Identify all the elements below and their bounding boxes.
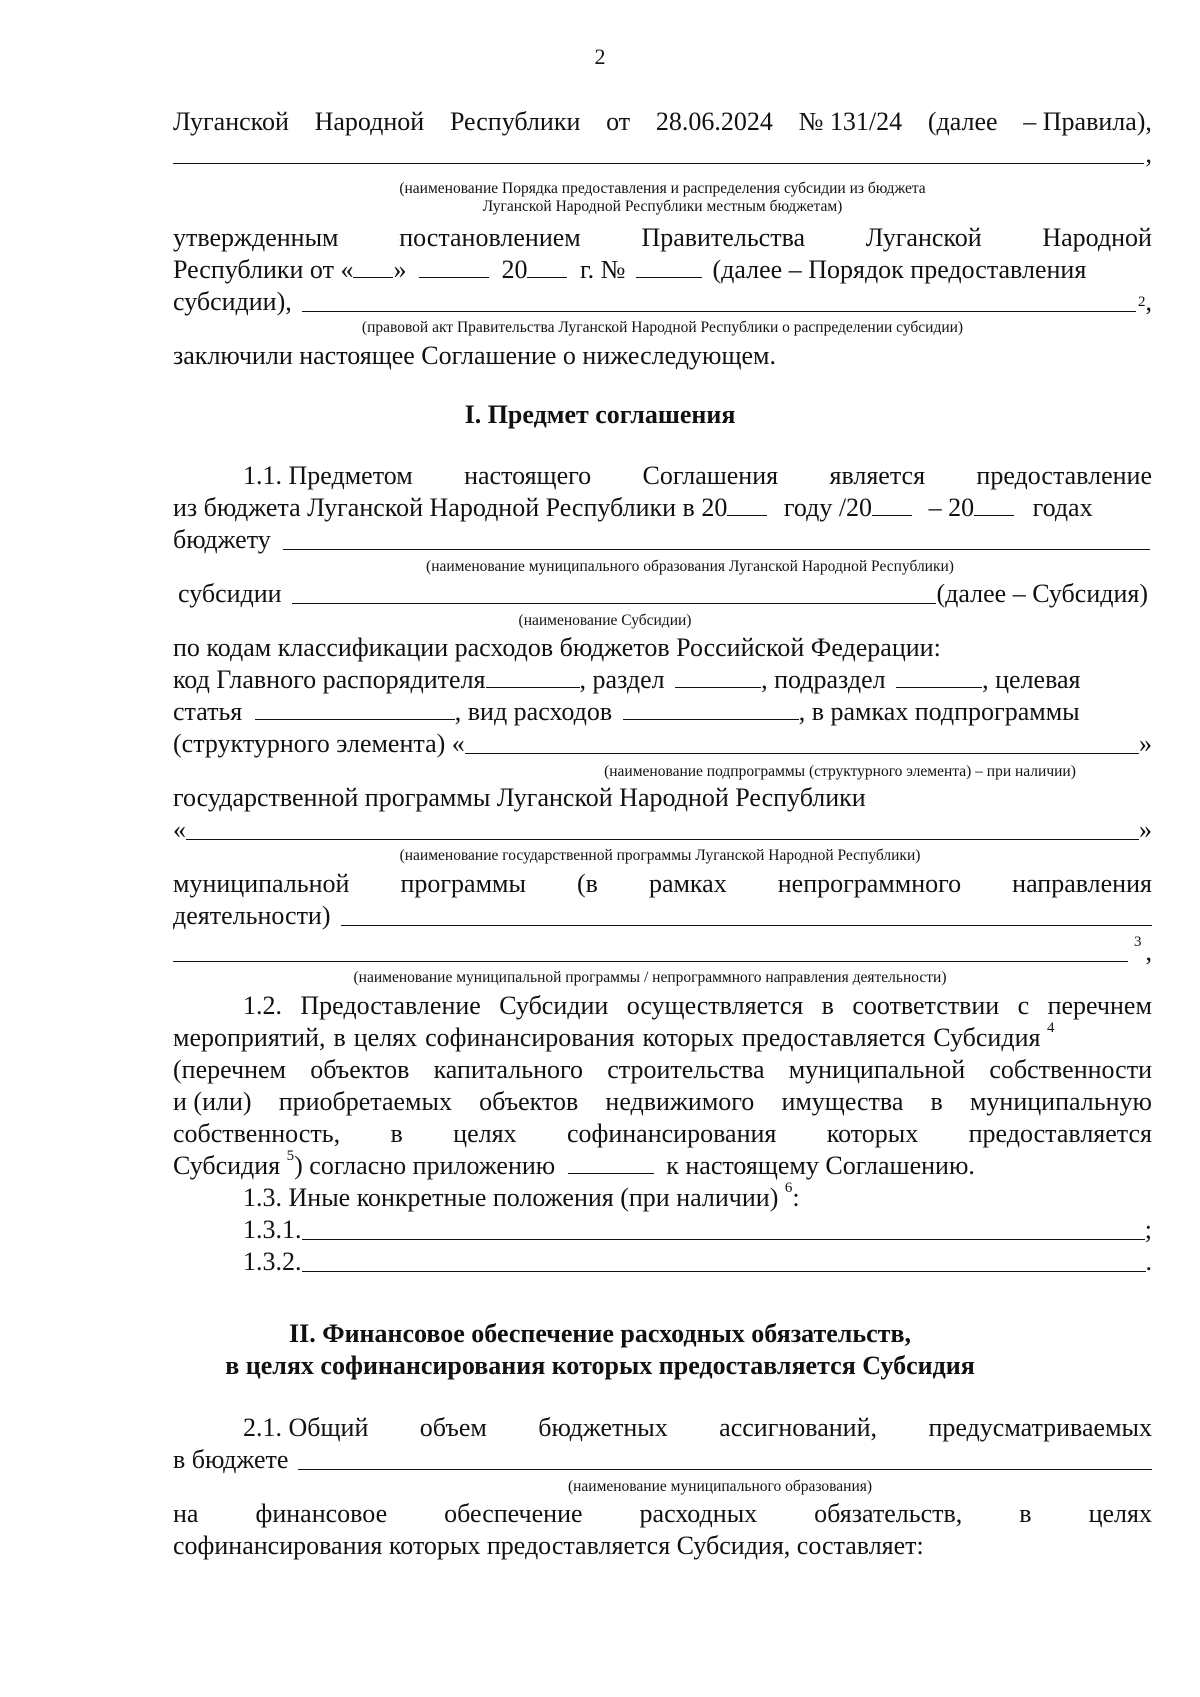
punct: , [1145, 287, 1152, 316]
chief-manager-code-field[interactable] [486, 687, 580, 688]
word: ассигнований, [719, 1413, 877, 1442]
word: от [606, 107, 631, 136]
text: в бюджете [173, 1445, 289, 1474]
word: 1.2. [243, 991, 282, 1020]
word: Соглашения [642, 461, 779, 490]
clause-1-3-1 [243, 1214, 1152, 1246]
order-name-field[interactable] [173, 163, 1144, 164]
word: объектов [479, 1087, 579, 1116]
word: муниципальной [173, 869, 350, 898]
word: которых [826, 1119, 919, 1148]
text: г. № [579, 255, 626, 284]
text: субсидии [178, 579, 282, 608]
text: статья [173, 697, 243, 726]
text: » [393, 255, 407, 284]
word: Правительства [641, 223, 806, 252]
clause-1-1-line-3 [173, 524, 1152, 556]
word: расходных [639, 1499, 758, 1528]
text: субсидии), [173, 287, 292, 316]
word: постановлением [399, 223, 581, 252]
punct: . [1145, 1247, 1152, 1276]
word: целях [1088, 1499, 1152, 1528]
word: недвижимого [605, 1087, 755, 1116]
month-field[interactable] [419, 277, 489, 278]
text: из бюджета Луганской Народной Республики в 20 [173, 493, 728, 522]
word: Луганской [173, 107, 289, 136]
target-article-field[interactable] [255, 719, 455, 720]
word: (перечнем [173, 1055, 286, 1084]
punct: ; [1144, 1215, 1152, 1244]
punct: , [1145, 937, 1152, 966]
word: строительства [607, 1055, 765, 1084]
municipal-program-field[interactable] [341, 925, 1153, 926]
word: целях [453, 1119, 517, 1148]
word: Народной [314, 107, 425, 136]
clause-1-2-line-6 [173, 1150, 1152, 1182]
word: Луганской [865, 223, 982, 252]
provision-2-field[interactable] [302, 1271, 1146, 1272]
municipality-budget-field[interactable] [298, 1469, 1152, 1470]
section-2-title-line-1: II. Финансовое обеспечение расходных обязательств, [289, 1319, 911, 1348]
clause-1-1-line-10 [173, 814, 1152, 846]
text: бюджету [173, 525, 271, 554]
word: Предоставление [300, 991, 481, 1020]
word: непрограммного [777, 869, 962, 898]
word: программы [400, 869, 526, 898]
text: , раздел [579, 665, 665, 694]
punct: : [792, 1183, 800, 1212]
text: (структурного элемента) « [173, 729, 465, 758]
clause-1-2-line-5 [173, 1118, 1152, 1150]
caption-order-name-1: (наименование Порядка предоставления и распределения субсидии из бюджета [399, 180, 926, 197]
word: объем [419, 1413, 487, 1442]
appendix-number-field[interactable] [568, 1173, 654, 1174]
year-field[interactable] [527, 277, 567, 278]
text: » [1139, 729, 1152, 758]
year-field[interactable] [872, 515, 912, 516]
text: мероприятий, в целях софинансирования которых предоставляется Субсидия [173, 1023, 1041, 1052]
word: объектов [310, 1055, 410, 1084]
clause-1-2-line-3 [173, 1054, 1152, 1086]
word: 1.1. Предметом [243, 461, 413, 490]
preamble-line-5: субсидии), $^2$ , [173, 287, 1152, 316]
section-1-title: I. Предмет соглашения [464, 400, 736, 429]
clause-1-1-line-11 [173, 868, 1152, 900]
word: в [390, 1119, 403, 1148]
word: направления [1012, 869, 1152, 898]
word: в [930, 1087, 943, 1116]
preamble-line-6: заключили настоящее Соглашение о нижеследующем. [173, 341, 776, 370]
punct: , [1145, 139, 1152, 168]
word: на [173, 1499, 199, 1528]
word: Народной [1042, 223, 1152, 252]
word: обязательств, [814, 1499, 963, 1528]
act-number: № 131/24 [798, 107, 903, 136]
text: , вид расходов [454, 697, 613, 726]
text: Субсидия [173, 1151, 281, 1180]
clause-1-3 [243, 1182, 1152, 1214]
clause-1-2-line-4 [173, 1086, 1152, 1118]
text: код Главного распорядителя [173, 665, 486, 694]
caption-subprogram: (наименование подпрограммы (структурного элемента) – при наличии) [604, 763, 1076, 780]
section-field[interactable] [675, 687, 761, 688]
footnote-ref-4[interactable]: 4 [1046, 1020, 1055, 1037]
word: в [1019, 1499, 1032, 1528]
clause-1-1-line-12 [173, 900, 1152, 932]
word: утвержденным [173, 223, 339, 252]
text: году /20 [783, 493, 873, 522]
text: 1.3.2. [243, 1247, 302, 1276]
word: является [829, 461, 926, 490]
footnote-ref-6[interactable]: 6 [784, 1180, 793, 1197]
page-number: 2 [594, 44, 606, 69]
word: настоящего [464, 461, 592, 490]
clause-1-1-line-9: государственной программы Луганской Народной Республики [173, 783, 866, 812]
word: рамках [648, 869, 727, 898]
word: финансовое [255, 1499, 388, 1528]
date-text: 28.06.2024 [655, 107, 773, 136]
caption-municipal-program: (наименование муниципальной программы / непрограммного направления деятельности) [353, 969, 947, 986]
caption-municipality-2: (наименование муниципального образования) [567, 1478, 873, 1495]
preamble-line-1 [173, 106, 1152, 138]
number-field[interactable] [636, 277, 702, 278]
word: муниципальной [788, 1055, 966, 1084]
text: деятельности) [173, 901, 331, 930]
clause-1-2-line-2 [173, 1022, 1152, 1054]
text: (далее – Порядок предоставления [712, 255, 1087, 284]
word: муниципальную [969, 1087, 1152, 1116]
text: ) согласно приложению [294, 1151, 556, 1180]
text: « [173, 815, 186, 844]
caption-municipality: (наименование муниципального образования Луганской Народной Республики) [426, 558, 954, 575]
clause-1-1-line-1 [243, 460, 1152, 492]
text: » [1139, 815, 1152, 844]
clause-2-1-line-3 [173, 1498, 1152, 1530]
text: 1.3.1. [243, 1215, 302, 1244]
word: перечнем [1047, 991, 1152, 1020]
word: софинансирования [566, 1119, 777, 1148]
preamble-line-2 [173, 138, 1152, 170]
clause-1-1-line-6 [173, 664, 1152, 696]
text: , в рамках подпрограммы [798, 697, 1080, 726]
word: бюджетных [538, 1413, 668, 1442]
caption-subsidy: (наименование Субсидии) [518, 612, 692, 629]
provision-1-field[interactable] [302, 1239, 1145, 1240]
year-prefix: 20 [501, 255, 528, 284]
clause-2-1-line-2 [173, 1444, 1152, 1476]
preamble-line-3 [173, 222, 1152, 254]
year-field[interactable] [727, 515, 767, 516]
word: собственности [989, 1055, 1152, 1084]
clause-2-1-line-4: софинансирования которых предоставляется Субсидия, составляет: [173, 1531, 924, 1560]
municipality-field[interactable] [283, 549, 1150, 550]
clause-1-1-line-2 [173, 492, 1152, 524]
subsidy-name-field[interactable] [292, 603, 937, 604]
text: , целевая [982, 665, 1081, 694]
clause-1-3-2 [243, 1246, 1152, 1278]
legal-act-field[interactable] [302, 311, 1136, 312]
word: осуществляется [626, 991, 804, 1020]
word: соответствии [852, 991, 1000, 1020]
subsection-field[interactable] [896, 687, 982, 688]
text: – 20 [928, 493, 975, 522]
clause-1-1-line-4 [178, 578, 1148, 610]
word: приобретаемых [278, 1087, 452, 1116]
word: (далее [927, 107, 998, 136]
word: предоставляется [968, 1119, 1152, 1148]
clause-1-1-line-8 [173, 728, 1152, 760]
word: капитального [433, 1055, 584, 1084]
clause-1-1-line-5: по кодам классификации расходов бюджетов Российской Федерации: [173, 633, 941, 662]
text: (далее – Субсидия) [936, 579, 1148, 608]
word: и (или) [173, 1087, 252, 1116]
word: предусматриваемых [928, 1413, 1152, 1442]
word: предоставление [976, 461, 1152, 490]
year-field[interactable] [974, 515, 1014, 516]
word: с [1017, 991, 1030, 1020]
word: 2.1. Общий [243, 1413, 369, 1442]
state-program-field[interactable] [186, 839, 1139, 840]
expense-type-field[interactable] [623, 719, 799, 720]
text: Республики от « [173, 255, 354, 284]
caption-order-name-2: Луганской Народной Республики местным бюджетам) [482, 198, 843, 215]
day-field[interactable] [353, 277, 393, 278]
text: 1.3. Иные конкретные положения (при наличии) [243, 1183, 779, 1212]
clause-1-1-line-7 [173, 696, 1152, 728]
clause-2-1-line-1 [243, 1412, 1152, 1444]
subprogram-field[interactable] [465, 753, 1139, 754]
municipal-program-field-2[interactable] [173, 961, 1128, 962]
word: обеспечение [444, 1499, 583, 1528]
word: Субсидии [499, 991, 609, 1020]
caption-state-program: (наименование государственной программы Луганской Народной Республики) [399, 847, 921, 864]
preamble-line-4 [173, 254, 1152, 286]
word: в [821, 991, 834, 1020]
footnote-ref-5[interactable]: 5 [286, 1148, 295, 1165]
clause-1-1-line-13: $^3$ , [173, 936, 1152, 968]
word: – Правила), [1023, 107, 1152, 136]
text: годах [1032, 493, 1093, 522]
caption-legal-act: (правовой акт Правительства Луганской Народной Республики о распределении субсидии) [361, 319, 964, 336]
word: собственность, [173, 1119, 341, 1148]
word: Республики [449, 107, 581, 136]
section-2-title-line-2: в целях софинансирования которых предоставляется Субсидия [225, 1351, 975, 1380]
clause-1-2-line-1 [243, 990, 1152, 1022]
word: имущества [781, 1087, 904, 1116]
word: (в [576, 869, 598, 898]
text: к настоящему Соглашению. [666, 1151, 975, 1180]
text: , подраздел [761, 665, 886, 694]
